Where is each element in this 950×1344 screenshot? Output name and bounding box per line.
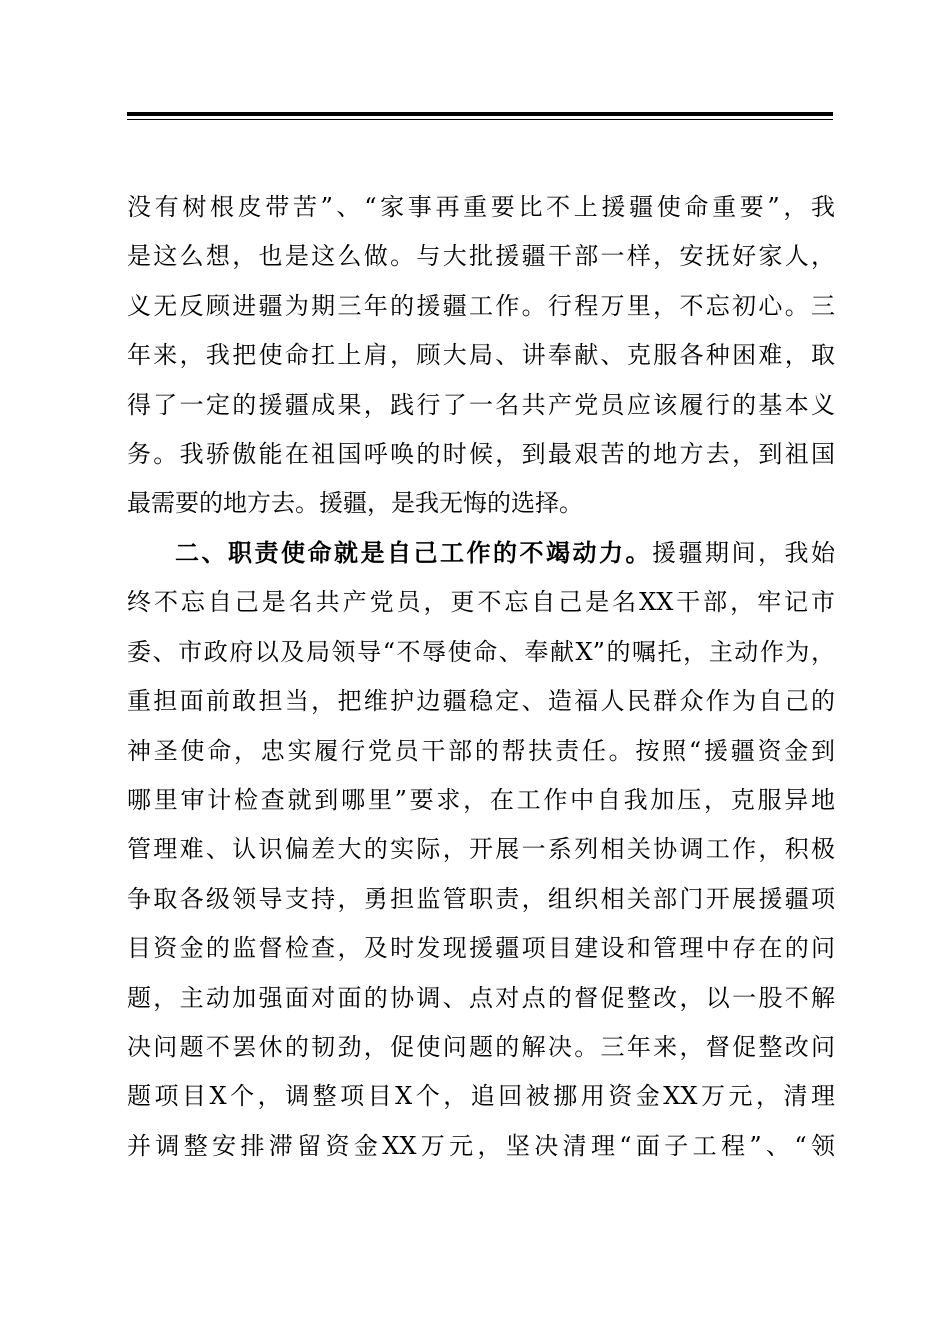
paragraph-2-line: 重担面前敢担当，把维护边疆稳定、造福人民群众作为自己的 [127, 687, 835, 716]
paragraph-1-line: 得了一定的援疆成果，践行了一名共产党员应该履行的基本义 [127, 390, 835, 419]
paragraph-1-line: 年来，我把使命扛上肩，顾大局、讲奉献、克服各种困难，取 [127, 341, 835, 370]
paragraph-2-line: 决问题不罢休的韧劲，促使问题的解决。三年来，督促整改问 [127, 1032, 835, 1061]
paragraph-2-first-line [127, 529, 835, 578]
paragraph-2-line: 委、市政府以及局领导“不辱使命、奉献X”的嘱托，主动作为， [127, 637, 835, 666]
paragraph-1-line: 是这么想，也是这么做。与大批援疆干部一样，安抚好家人， [127, 242, 835, 271]
paragraph-2-line: 终不忘自己是名共产党员，更不忘自己是名XX干部，牢记市 [127, 588, 835, 617]
paragraph-2-line: 神圣使命，忠实履行党员干部的帮扶责任。按照“援疆资金到 [127, 736, 835, 765]
paragraph-2-line: 目资金的监督检查，及时发现援疆项目建设和管理中存在的问 [127, 934, 835, 963]
paragraph-1-line: 务。我骄傲能在祖国呼唤的时候，到最艰苦的地方去，到祖国 [127, 439, 835, 468]
paragraph-1-line: 义无反顾进疆为期三年的援疆工作。行程万里，不忘初心。三 [127, 291, 835, 320]
paragraph-2-line: 题，主动加强面对面的协调、点对点的督促整改，以一股不解 [127, 983, 835, 1012]
paragraph-2 [127, 529, 835, 1171]
section-heading: 二、职责使命就是自己工作的不竭动力。 [175, 539, 652, 567]
paragraph-1-line: 最需要的地方去。援疆，是我无悔的选择。 [127, 489, 583, 518]
header-rule-thin [127, 119, 833, 120]
header-rule-thick [127, 112, 833, 116]
paragraph-2-line: 并调整安排滞留资金XX万元，坚决清理“面子工程”、“领 [127, 1131, 835, 1160]
paragraph-2-line: 哪里审计检查就到哪里”要求，在工作中自我加压，克服异地 [127, 785, 835, 814]
paragraph-1-line: 没有树根皮带苦”、“家事再重要比不上援疆使命重要”，我 [127, 193, 835, 221]
paragraph-2-first-line-text: 援疆期间，我始 [652, 539, 835, 567]
paragraph-2-line: 题项目X个，调整项目X个，追回被挪用资金XX万元，清理 [127, 1082, 835, 1111]
paragraph-2-line: 争取各级领导支持，勇担监管职责，组织相关部门开展援疆项 [127, 884, 835, 913]
paragraph-1 [127, 183, 835, 529]
paragraph-2-line: 管理难、认识偏差大的实际，开展一系列相关协调工作，积极 [127, 835, 835, 864]
